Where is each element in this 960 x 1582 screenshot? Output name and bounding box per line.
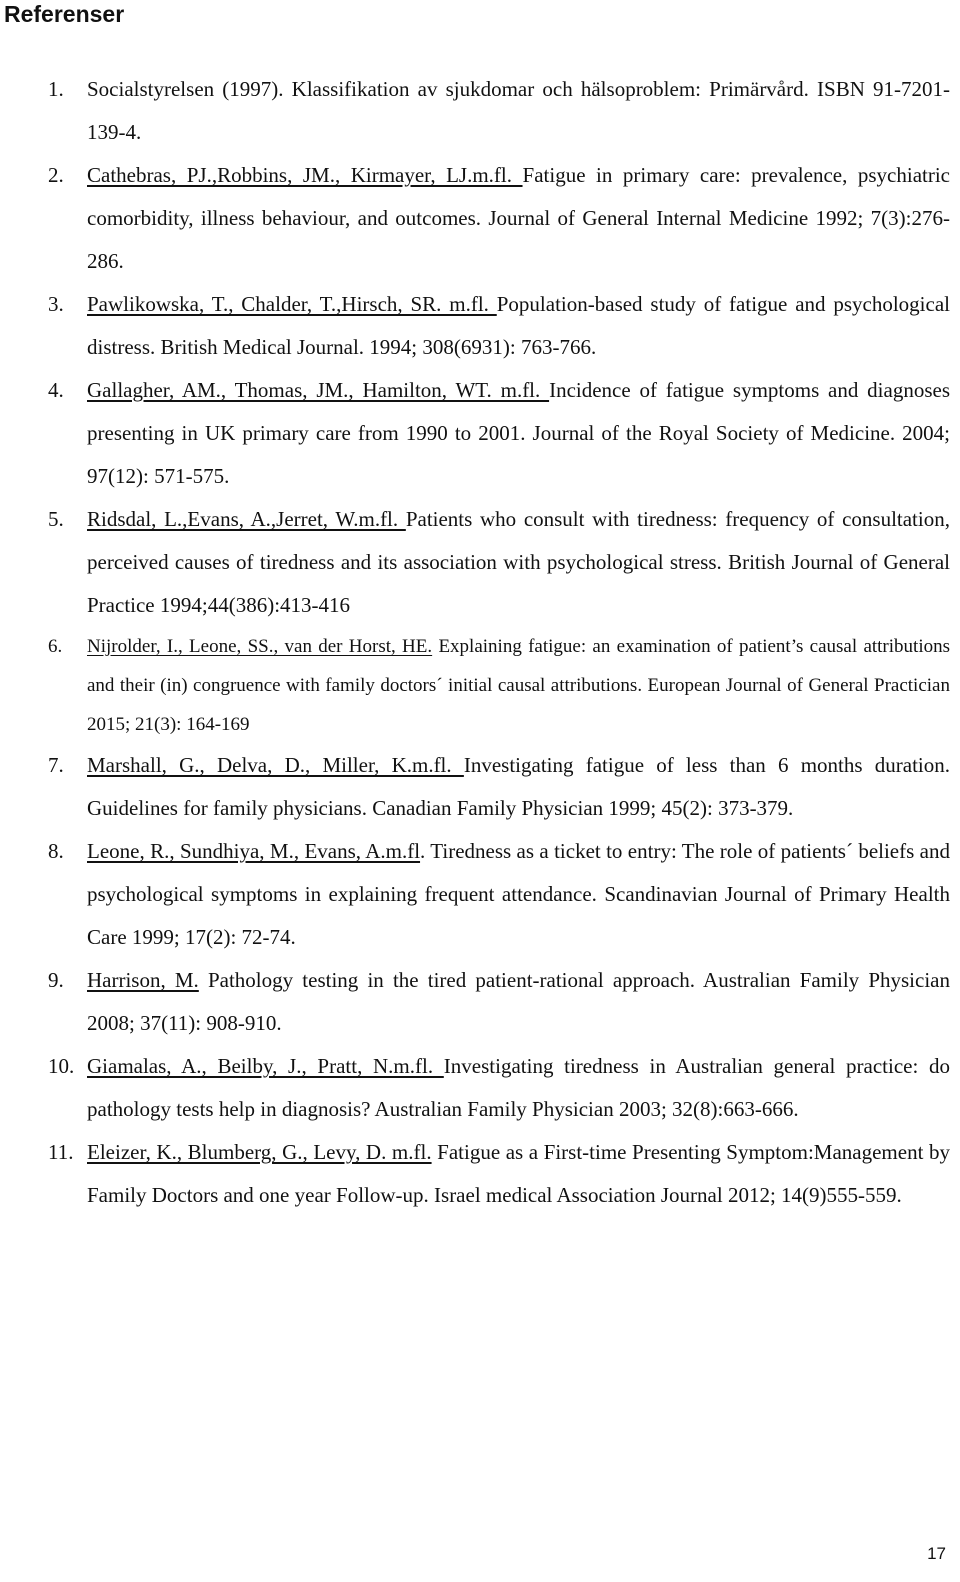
- reference-item: [0, 744, 960, 830]
- reference-text: Fatigue in primary care: prevalence, psychiatric comorbidity, illness behaviour, and outcomes. Journal of General Internal Medicine 1992; 7(3):276-286.: [87, 163, 950, 273]
- reference-authors: Cathebras, PJ.,Robbins, JM., Kirmayer, LJ.m.fl.: [87, 163, 523, 187]
- reference-number: 11.: [48, 1140, 74, 1164]
- reference-item: [0, 830, 960, 959]
- reference-number: 6.: [48, 636, 63, 657]
- reference-text: Population-based study of fatigue and psychological distress. British Medical Journal. 1994; 308(6931): 763-766.: [87, 292, 950, 359]
- reference-item: [0, 369, 960, 498]
- reference-authors: Gallagher, AM., Thomas, JM., Hamilton, WT. m.fl.: [87, 378, 550, 402]
- reference-text: Fatigue as a First-time Presenting Symptom:Management by Family Doctors and one year Follow-up. Israel medical Association Journal 2012; 14(9)555-559.: [87, 1140, 950, 1207]
- reference-item: [0, 498, 960, 627]
- reference-authors: Leone, R., Sundhiya, M., Evans, A.m.fl: [87, 839, 421, 863]
- reference-text: Investigating fatigue of less than 6 months duration. Guidelines for family physicians. Canadian Family Physician 1999; 45(2): 373-379.: [87, 753, 950, 820]
- reference-number: 5.: [48, 507, 64, 531]
- reference-number: 8.: [48, 839, 64, 863]
- reference-text: Investigating tiredness in Australian general practice: do pathology tests help in diagnosis? Australian Family Physician 2003; 32(8):663-666.: [87, 1054, 950, 1121]
- reference-authors: Giamalas, A., Beilby, J., Pratt, N.m.fl.: [87, 1054, 444, 1078]
- reference-number: 1.: [48, 77, 64, 101]
- reference-number: 7.: [48, 753, 64, 777]
- reference-text: Incidence of fatigue symptoms and diagnoses presenting in UK primary care from 1990 to 2001. Journal of the Royal Society of Medicine. 2004; 97(12): 571-575.: [87, 378, 950, 488]
- reference-authors: Eleizer, K., Blumberg, G., Levy, D. m.fl.: [87, 1140, 432, 1164]
- reference-text: . Tiredness as a ticket to entry: The role of patients´ beliefs and psychological symptoms in explaining frequent attendance. Scandinavian Journal of Primary Health Care 1999; 17(2): 72-74.: [87, 839, 950, 949]
- reference-item: [0, 1131, 960, 1217]
- reference-list: [0, 68, 960, 1217]
- reference-number: 10.: [48, 1054, 75, 1078]
- reference-number: 2.: [48, 163, 64, 187]
- reference-authors: Marshall, G., Delva, D., Miller, K.m.fl.: [87, 753, 464, 777]
- reference-number: 9.: [48, 968, 64, 992]
- reference-authors: Pawlikowska, T., Chalder, T.,Hirsch, SR. m.fl.: [87, 292, 497, 316]
- reference-item: [0, 283, 960, 369]
- reference-item: [0, 154, 960, 283]
- page-number: 17: [927, 1544, 946, 1563]
- reference-number: 4.: [48, 378, 64, 402]
- reference-authors: Nijrolder, I., Leone, SS., van der Horst, HE.: [87, 636, 433, 657]
- reference-item: [0, 627, 960, 744]
- reference-item: [0, 959, 960, 1045]
- page-heading: Referenser: [4, 1, 125, 27]
- reference-text: Socialstyrelsen (1997). Klassifikation av sjukdomar och hälsoproblem: Primärvård. ISBN 91-7201-139-4.: [87, 77, 950, 144]
- reference-authors: Ridsdal, L.,Evans, A.,Jerret, W.m.fl.: [87, 507, 406, 531]
- reference-text: Patients who consult with tiredness: frequency of consultation, perceived causes of tiredness and its association with psychological stress. British Journal of General Practice 1994;44(386):413-416: [87, 507, 950, 617]
- reference-text: Explaining fatigue: an examination of patient’s causal attributions and their (in) congruence with family doctors´ initial causal attributions. European Journal of General Practician 2015; 21(3): 164-169: [87, 636, 950, 735]
- reference-item: [0, 68, 960, 154]
- reference-text: Pathology testing in the tired patient-rational approach. Australian Family Physician 2008; 37(11): 908-910.: [87, 968, 950, 1035]
- reference-authors: Harrison, M.: [87, 968, 199, 992]
- reference-number: 3.: [48, 292, 64, 316]
- reference-item: [0, 1045, 960, 1131]
